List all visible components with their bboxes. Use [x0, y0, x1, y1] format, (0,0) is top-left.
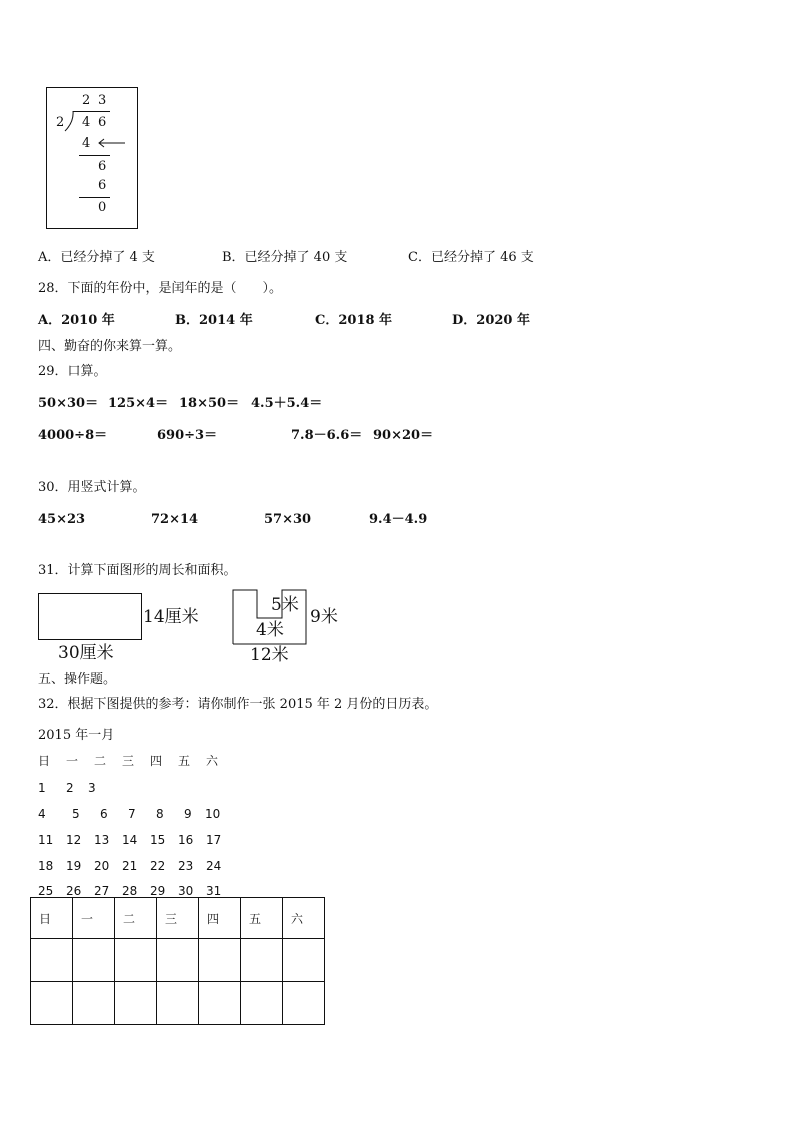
calendar-table-header: 二 [115, 898, 157, 939]
q28-option-d: D．2020 年 [452, 313, 530, 328]
q29-item: 18×50＝ [179, 396, 240, 411]
calendar-day: 31 [206, 884, 222, 898]
q29-item: 90×20＝ [373, 428, 434, 443]
division-bracket [64, 110, 76, 132]
notch-depth-label: 5米 [271, 595, 299, 615]
calendar-table-cell [31, 982, 73, 1025]
q30-item: 57×30 [264, 512, 312, 527]
rectangle-height-label: 14厘米 [143, 607, 199, 627]
q31-stem: 31．计算下面图形的周长和面积。 [38, 563, 237, 578]
divisor-digit: 2 [56, 115, 65, 130]
calendar-table-header: 五 [241, 898, 283, 939]
shape-height-label: 9米 [310, 607, 338, 627]
step1-digit: 4 [82, 136, 91, 151]
calendar-day: 17 [206, 833, 222, 847]
calendar-table-cell [199, 982, 241, 1025]
q30-item: 45×23 [38, 512, 86, 527]
calendar-table-cell [199, 939, 241, 982]
long-division-figure [46, 87, 138, 229]
q32-stem: 32．根据下图提供的参考：请你制作一张 2015 年 2 月份的日历表。 [38, 697, 438, 712]
q28-stem: 28．下面的年份中，是闰年的是（ ）。 [38, 281, 283, 296]
calendar-day: 13 [94, 833, 110, 847]
calendar-weekday: 日 [38, 754, 51, 768]
q28-option-b: B．2014 年 [175, 313, 253, 328]
q27-option-a: A．已经分掉了 4 支 [38, 250, 155, 265]
dividend-ones-digit: 6 [98, 115, 107, 130]
calendar-table-header: 日 [31, 898, 73, 939]
calendar-table-header-row [31, 898, 325, 939]
calendar-day: 18 [38, 859, 54, 873]
calendar-table-cell [157, 939, 199, 982]
calendar-table-cell [157, 982, 199, 1025]
shape-width-label: 12米 [250, 645, 289, 665]
notch-width-label: 4米 [256, 620, 284, 640]
calendar-day: 15 [150, 833, 166, 847]
calendar-day: 23 [178, 859, 194, 873]
step2b-digit: 6 [98, 178, 107, 193]
calendar-table-cell [31, 939, 73, 982]
quotient-ones-digit: 3 [98, 93, 107, 108]
subtraction-line-1 [79, 155, 110, 156]
q29-item: 4.5＋5.4＝ [251, 396, 323, 411]
subtraction-line-2 [79, 197, 110, 198]
calendar-day: 29 [150, 884, 166, 898]
remainder-digit: 0 [98, 200, 107, 215]
calendar-day: 7 [128, 807, 136, 821]
calendar-day: 10 [205, 807, 221, 821]
calendar-day: 4 [38, 807, 46, 821]
q30-item: 9.4－4.9 [369, 512, 428, 527]
calendar-day: 14 [122, 833, 138, 847]
calendar-day: 21 [122, 859, 138, 873]
calendar-day: 2 [66, 781, 74, 795]
q30-item: 72×14 [151, 512, 199, 527]
calendar-day: 20 [94, 859, 110, 873]
q29-item: 4000÷8＝ [38, 428, 108, 443]
calendar-day: 28 [122, 884, 138, 898]
calendar-day: 25 [38, 884, 54, 898]
calendar-weekday: 二 [94, 754, 107, 768]
calendar-day: 3 [88, 781, 96, 795]
calendar-title: 2015 年一月 [38, 728, 115, 743]
calendar-weekday: 三 [122, 754, 135, 768]
calendar-day: 19 [66, 859, 82, 873]
calendar-table-cell [73, 939, 115, 982]
rectangle-width-label: 30厘米 [58, 643, 114, 663]
calendar-weekday: 一 [66, 754, 79, 768]
q29-item: 50×30＝ [38, 396, 99, 411]
quotient-tens-digit: 2 [82, 93, 91, 108]
calendar-day: 11 [38, 833, 54, 847]
step2a-digit: 6 [98, 159, 107, 174]
calendar-table-cell [115, 939, 157, 982]
calendar-day: 9 [184, 807, 192, 821]
section-4-heading: 四、勤奋的你来算一算。 [38, 339, 182, 354]
calendar-day: 6 [100, 807, 108, 821]
calendar-table-header: 六 [283, 898, 325, 939]
calendar-day: 22 [150, 859, 166, 873]
calendar-weekday: 五 [178, 754, 191, 768]
q27-option-b: B．已经分掉了 40 支 [222, 250, 348, 265]
calendar-table-header: 一 [73, 898, 115, 939]
calendar-table-row [31, 939, 325, 982]
calendar-day: 27 [94, 884, 110, 898]
calendar-table-cell [283, 939, 325, 982]
calendar-day: 16 [178, 833, 194, 847]
calendar-table-cell [241, 939, 283, 982]
division-bar [73, 111, 110, 112]
calendar-day: 8 [156, 807, 164, 821]
rectangle-figure [38, 593, 142, 640]
calendar-day: 26 [66, 884, 82, 898]
q29-item: 125×4＝ [108, 396, 169, 411]
calendar-table-header: 三 [157, 898, 199, 939]
calendar-weekday: 六 [206, 754, 219, 768]
left-arrow-icon [96, 137, 126, 149]
calendar-table-cell [115, 982, 157, 1025]
calendar-table-header: 四 [199, 898, 241, 939]
calendar-weekday: 四 [150, 754, 163, 768]
q29-stem: 29．口算。 [38, 364, 107, 379]
q27-option-c: C．已经分掉了 46 支 [408, 250, 534, 265]
calendar-day: 5 [72, 807, 80, 821]
february-calendar-table [30, 897, 325, 1025]
calendar-table-row [31, 982, 325, 1025]
q28-option-a: A．2010 年 [38, 313, 115, 328]
calendar-day: 1 [38, 781, 46, 795]
calendar-table-cell [73, 982, 115, 1025]
q30-stem: 30．用竖式计算。 [38, 480, 146, 495]
section-5-heading: 五、操作题。 [38, 672, 117, 687]
calendar-table-cell [241, 982, 283, 1025]
q29-item: 7.8－6.6＝ [291, 428, 363, 443]
calendar-table-cell [283, 982, 325, 1025]
calendar-day: 24 [206, 859, 222, 873]
q29-item: 690÷3＝ [157, 428, 218, 443]
calendar-day: 30 [178, 884, 194, 898]
dividend-tens-digit: 4 [82, 115, 91, 130]
calendar-day: 12 [66, 833, 82, 847]
q28-option-c: C．2018 年 [315, 313, 393, 328]
